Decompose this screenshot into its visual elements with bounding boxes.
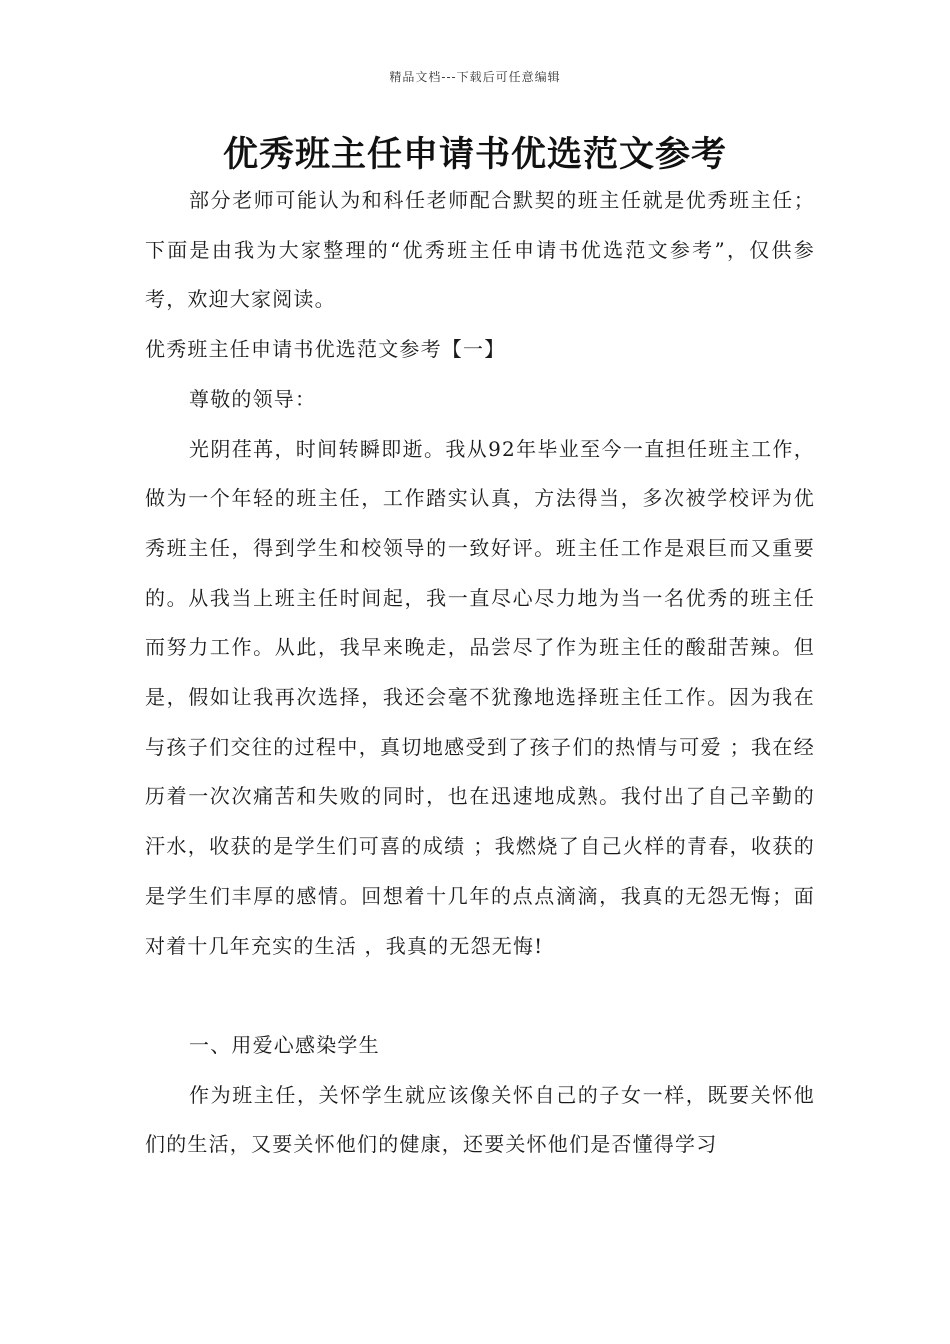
paragraph-spacer xyxy=(145,971,815,1021)
section-heading: 优秀班主任申请书优选范文参考【一】 xyxy=(145,337,506,362)
subheading-1: 一、用爱心感染学生 xyxy=(189,1032,380,1057)
document-title: 优秀班主任申请书优选范文参考 xyxy=(222,134,727,175)
header-note: 精品文档---下载后可任意编辑 xyxy=(389,70,561,84)
body-paragraph-2: 作为班主任，关怀学生就应该像关怀自己的子女一样，既要关怀他们的生活，又要关怀他们的健康，还要关怀他们是否懂得学习 xyxy=(145,1082,815,1157)
salutation: 尊敬的领导： xyxy=(189,386,317,411)
document-body xyxy=(145,176,815,1170)
body-paragraph-1: 光阴荏苒，时间转瞬即逝。我从92年毕业至今一直担任班主工作，做为一个年轻的班主任，工作踏实认真，方法得当，多次被学校评为优秀班主任，得到学生和校领导的一致好评。班主任工作是艰巨而又重要的。从我当上班主任时间起，我一直尽心尽力地为当一名优秀的班主任而努力工作。从此，我早来晚走，品尝尽了作为班主任的酸甜苦辣。但是，假如让我再次选择，我还会毫不犹豫地选择班主任工作。因为我在与孩子们交往的过程中，真切地感受到了孩子们的热情与可爱 ；我在经历着一次次痛苦和失败的同时，也在迅速地成熟。我付出了自己辛勤的汗水，收获的是学生们可喜的成绩 ；我燃烧了自己火样的青春，收获的是学生们丰厚的感情。回想着十几年的点点滴滴，我真的无怨无悔；面对着十几年充实的生活 ，我真的无怨无悔! xyxy=(145,436,815,958)
intro-paragraph: 部分老师可能认为和科任老师配合默契的班主任就是优秀班主任；下面是由我为大家整理的“优秀班主任申请书优选范文参考”，仅供参考，欢迎大家阅读。 xyxy=(145,188,815,312)
